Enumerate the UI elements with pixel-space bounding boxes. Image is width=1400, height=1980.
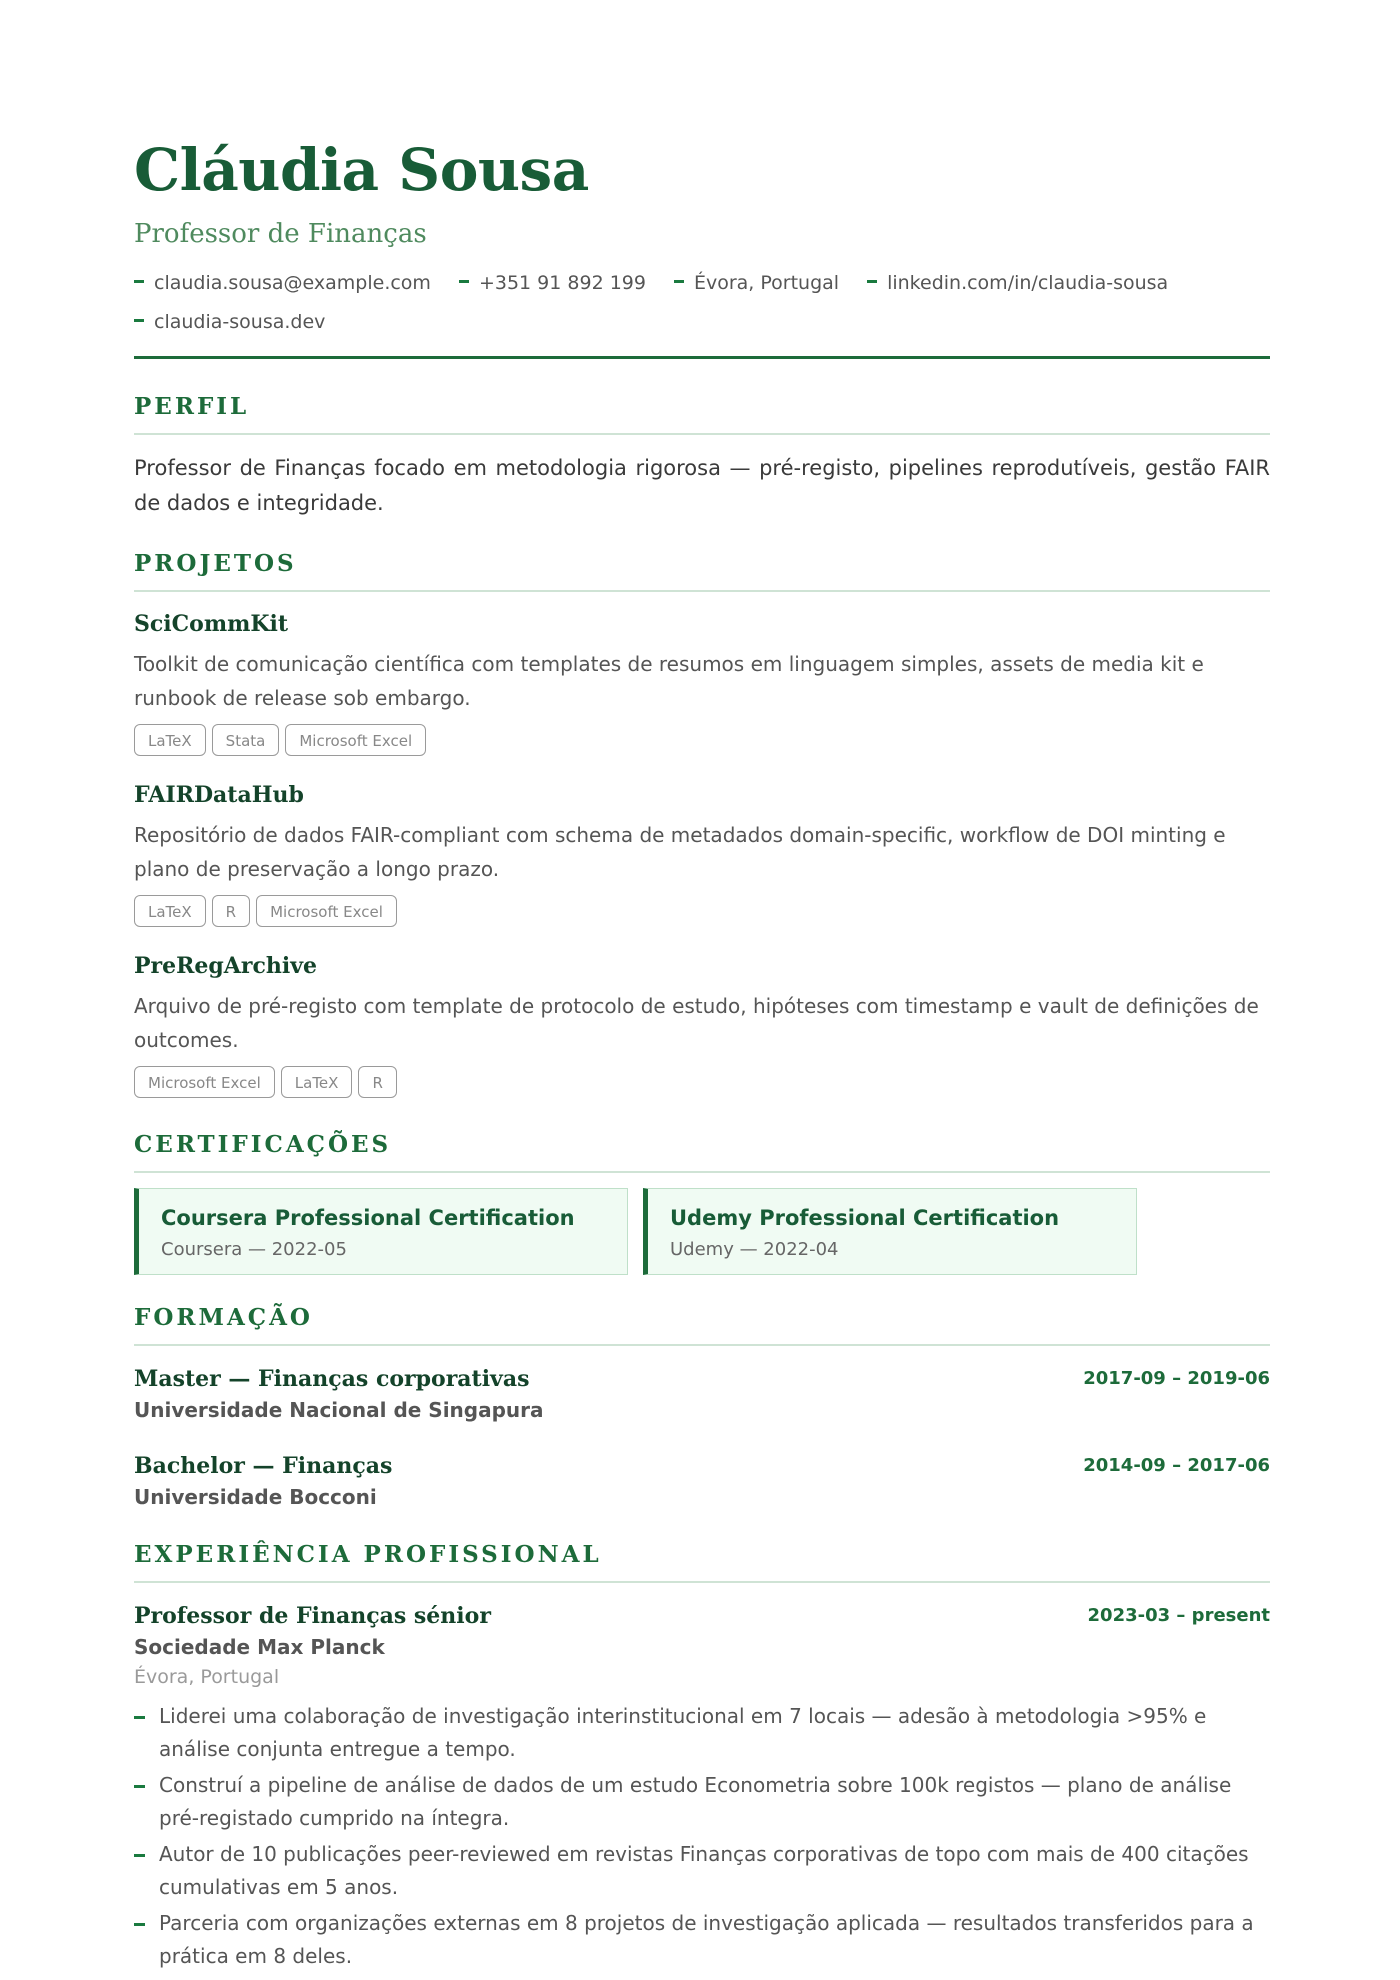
education-dates: 2014-09 – 2017-06 [1083, 1455, 1270, 1476]
certification-detail: Coursera — 2022-05 [161, 1239, 347, 1260]
section-title-profile: PERFIL [134, 393, 250, 420]
job-title: Professor de Finanças sénior [134, 1603, 491, 1629]
dash-icon [674, 280, 684, 283]
project-tags [134, 724, 432, 760]
tag: Stata [212, 724, 280, 756]
tag: LaTeX [134, 895, 206, 927]
header-divider [134, 356, 1270, 359]
dash-icon [134, 1785, 145, 1788]
tag: Microsoft Excel [134, 1066, 275, 1098]
candidate-name: Cláudia Sousa [134, 136, 589, 204]
contact-website[interactable] [134, 303, 325, 342]
education-degree: Bachelor — Finanças [134, 1453, 393, 1479]
job-company: Sociedade Max Planck [134, 1635, 385, 1659]
contact-phone-text: +351 91 892 199 [478, 272, 646, 294]
section-title-certifications: CERTIFICAÇÕES [134, 1131, 392, 1158]
education-institution: Universidade Nacional de Singapura [134, 1398, 544, 1422]
certification-card [643, 1188, 1137, 1275]
contact-phone[interactable] [459, 264, 646, 303]
list-item [134, 1907, 1270, 1973]
project-description: Repositório de dados FAIR-compliant com schema de metadados domain-specific, workflow de DOI minting e plano de preservação a longo prazo. [134, 823, 1226, 881]
certification-name: Coursera Professional Certification [161, 1206, 575, 1230]
job-dates: 2023-03 – present [1087, 1605, 1270, 1626]
candidate-role: Professor de Finanças [134, 219, 427, 249]
dash-icon [459, 280, 469, 283]
contact-email[interactable] [134, 264, 431, 303]
dash-icon [134, 1923, 145, 1926]
tag: R [212, 895, 250, 927]
contact-list [134, 264, 1270, 342]
contact-location-text: Évora, Portugal [693, 272, 840, 294]
tag: LaTeX [281, 1066, 353, 1098]
profile-text: Professor de Finanças focado em metodologia rigorosa — pré-registo, pipelines reprodutíveis, gestão FAIR de dados e integridade. [134, 456, 1270, 515]
contact-linkedin-text: linkedin.com/in/claudia-sousa [887, 272, 1169, 294]
dash-icon [134, 1854, 145, 1857]
project-title: FAIRDataHub [134, 782, 304, 808]
achievement-text: Autor de 10 publicações peer-reviewed em revistas Finanças corporativas de topo com mais de 400 citações cumulativas em 5 anos. [159, 1842, 1249, 1899]
section-divider [134, 1171, 1270, 1173]
tag: LaTeX [134, 724, 206, 756]
job-achievements [134, 1700, 1270, 1976]
contact-website-text: claudia-sousa.dev [154, 311, 326, 333]
section-divider [134, 433, 1270, 435]
education-degree: Master — Finanças corporativas [134, 1366, 530, 1392]
tag: Microsoft Excel [256, 895, 397, 927]
dash-icon [134, 280, 144, 283]
dash-icon [134, 319, 144, 322]
section-title-projects: PROJETOS [134, 550, 297, 577]
project-description: Toolkit de comunicação científica com templates de resumos em linguagem simples, assets de media kit e runbook de release sob embargo. [134, 652, 1204, 710]
achievement-text: Liderei uma colaboração de investigação interinstitucional em 7 locais — adesão à metodologia >95% e análise conjunta entregue a tempo. [159, 1704, 1207, 1761]
tag: Microsoft Excel [285, 724, 426, 756]
project-description: Arquivo de pré-registo com template de protocolo de estudo, hipóteses com timestamp e vault de definições de outcomes. [134, 994, 1259, 1052]
achievement-text: Construí a pipeline de análise de dados de um estudo Econometria sobre 100k registos — plano de análise pré-registado cumprido na íntegra. [159, 1773, 1232, 1830]
education-institution: Universidade Bocconi [134, 1485, 377, 1509]
section-divider [134, 590, 1270, 592]
project-tags [134, 895, 403, 931]
contact-linkedin[interactable] [867, 264, 1168, 303]
project-title: PreRegArchive [134, 953, 317, 979]
list-item [134, 1838, 1270, 1904]
job-location: Évora, Portugal [134, 1666, 280, 1688]
section-divider [134, 1344, 1270, 1346]
achievement-text: Parceria com organizações externas em 8 projetos de investigação aplicada — resultados transferidos para a prática em 8 deles. [159, 1911, 1254, 1968]
certification-card [134, 1188, 628, 1275]
contact-email-text: claudia.sousa@example.com [154, 272, 431, 294]
dash-icon [867, 280, 877, 283]
certification-detail: Udemy — 2022-04 [670, 1239, 839, 1260]
section-divider [134, 1581, 1270, 1583]
list-item [134, 1769, 1270, 1835]
certification-name: Udemy Professional Certification [670, 1206, 1060, 1230]
tag: R [358, 1066, 396, 1098]
education-dates: 2017-09 – 2019-06 [1083, 1368, 1270, 1389]
section-title-experience: EXPERIÊNCIA PROFISSIONAL [134, 1541, 602, 1568]
section-title-education: FORMAÇÃO [134, 1304, 313, 1331]
list-item [134, 1700, 1270, 1766]
project-title: SciCommKit [134, 611, 289, 637]
project-tags [134, 1066, 403, 1102]
contact-location [674, 264, 839, 303]
dash-icon [134, 1716, 145, 1719]
